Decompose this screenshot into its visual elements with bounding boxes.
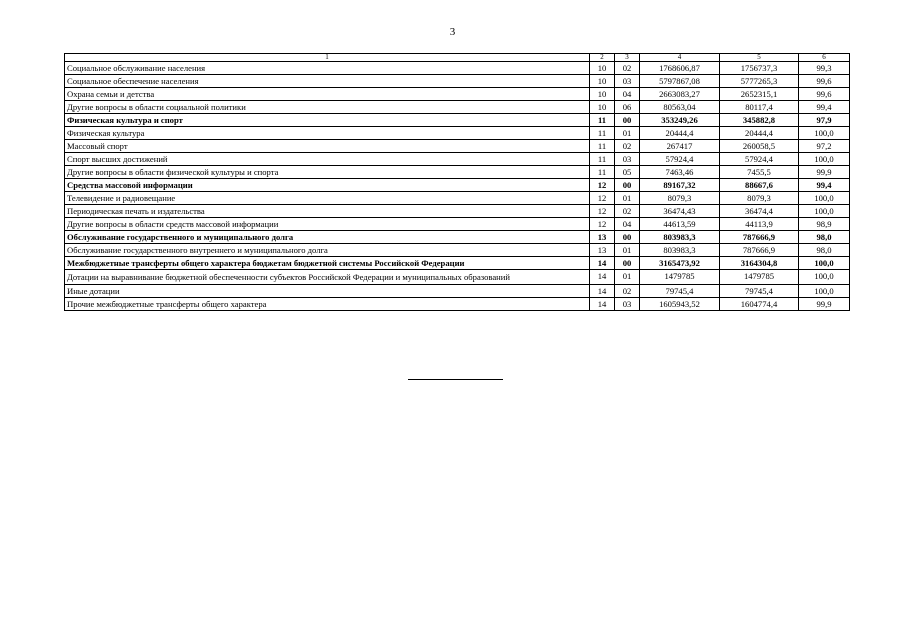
- column-header-2: 2: [590, 54, 615, 62]
- row-execution-percent-cell: 98,9: [799, 218, 850, 231]
- row-subsection-code-cell: 02: [615, 62, 640, 75]
- row-subsection-code-cell: 05: [615, 166, 640, 179]
- row-section-code-cell: 11: [590, 114, 615, 127]
- table-row: [65, 192, 850, 205]
- row-subsection-code-cell: 01: [615, 192, 640, 205]
- table-row: [65, 205, 850, 218]
- row-subsection-code-cell: 04: [615, 218, 640, 231]
- row-actual-amount-cell: 1756737,3: [720, 62, 799, 75]
- row-actual-amount-cell: 88667,6: [720, 179, 799, 192]
- row-planned-amount-cell: 1605943,52: [640, 298, 720, 311]
- row-actual-amount-cell: 8079,3: [720, 192, 799, 205]
- table-row: [65, 153, 850, 166]
- row-planned-amount-cell: 5797867,08: [640, 75, 720, 88]
- row-section-code-cell: 12: [590, 192, 615, 205]
- row-execution-percent-cell: 100,0: [799, 127, 850, 140]
- row-subsection-code-cell: 00: [615, 114, 640, 127]
- row-planned-amount-cell: 1479785: [640, 270, 720, 285]
- row-execution-percent-cell: 99,9: [799, 166, 850, 179]
- row-actual-amount-cell: 2652315,1: [720, 88, 799, 101]
- row-subsection-code-cell: 03: [615, 298, 640, 311]
- row-section-code-cell: 10: [590, 101, 615, 114]
- row-actual-amount-cell: 79745,4: [720, 285, 799, 298]
- row-subsection-code-cell: 02: [615, 205, 640, 218]
- row-planned-amount-cell: 44613,59: [640, 218, 720, 231]
- row-planned-amount-cell: 57924,4: [640, 153, 720, 166]
- row-planned-amount-cell: 267417: [640, 140, 720, 153]
- row-section-code-cell: 14: [590, 298, 615, 311]
- end-of-table-rule: [408, 379, 503, 380]
- table-row: [65, 257, 850, 270]
- row-section-code-cell: 12: [590, 218, 615, 231]
- column-header-5: 5: [720, 54, 799, 62]
- row-actual-amount-cell: 787666,9: [720, 244, 799, 257]
- budget-execution-table: [64, 53, 850, 311]
- row-actual-amount-cell: 3164304,8: [720, 257, 799, 270]
- column-number-header-row: [65, 54, 850, 62]
- table-row: [65, 166, 850, 179]
- row-name-cell: Другие вопросы в области средств массовой информации: [65, 218, 590, 231]
- table-row: [65, 88, 850, 101]
- row-name-cell: Другие вопросы в области социальной политики: [65, 101, 590, 114]
- row-execution-percent-cell: 100,0: [799, 257, 850, 270]
- row-actual-amount-cell: 1479785: [720, 270, 799, 285]
- column-header-6: 6: [799, 54, 850, 62]
- row-planned-amount-cell: 7463,46: [640, 166, 720, 179]
- row-subsection-code-cell: 04: [615, 88, 640, 101]
- row-section-code-cell: 14: [590, 257, 615, 270]
- row-subsection-code-cell: 01: [615, 244, 640, 257]
- row-section-code-cell: 10: [590, 62, 615, 75]
- row-actual-amount-cell: 57924,4: [720, 153, 799, 166]
- row-execution-percent-cell: 100,0: [799, 270, 850, 285]
- row-planned-amount-cell: 89167,32: [640, 179, 720, 192]
- row-planned-amount-cell: 1768606,87: [640, 62, 720, 75]
- row-section-code-cell: 11: [590, 153, 615, 166]
- row-execution-percent-cell: 99,4: [799, 179, 850, 192]
- table-row: [65, 101, 850, 114]
- row-subsection-code-cell: 01: [615, 270, 640, 285]
- row-execution-percent-cell: 99,6: [799, 88, 850, 101]
- row-subsection-code-cell: 06: [615, 101, 640, 114]
- row-name-cell: Средства массовой информации: [65, 179, 590, 192]
- row-planned-amount-cell: 80563,04: [640, 101, 720, 114]
- row-actual-amount-cell: 5777265,3: [720, 75, 799, 88]
- row-actual-amount-cell: 1604774,4: [720, 298, 799, 311]
- table-row: [65, 62, 850, 75]
- row-planned-amount-cell: 353249,26: [640, 114, 720, 127]
- row-actual-amount-cell: 44113,9: [720, 218, 799, 231]
- row-execution-percent-cell: 99,4: [799, 101, 850, 114]
- table-row: [65, 270, 850, 285]
- row-actual-amount-cell: 80117,4: [720, 101, 799, 114]
- row-actual-amount-cell: 787666,9: [720, 231, 799, 244]
- row-planned-amount-cell: 79745,4: [640, 285, 720, 298]
- row-name-cell: Межбюджетные трансферты общего характера бюджетам бюджетной системы Российской Федерации: [65, 257, 590, 270]
- row-execution-percent-cell: 98,0: [799, 231, 850, 244]
- row-name-cell: Дотации на выравнивание бюджетной обеспеченности субъектов Российской Федерации и муниципальных образований: [65, 270, 590, 285]
- table-row: [65, 114, 850, 127]
- row-execution-percent-cell: 100,0: [799, 285, 850, 298]
- row-name-cell: Прочие межбюджетные трансферты общего характера: [65, 298, 590, 311]
- row-subsection-code-cell: 03: [615, 153, 640, 166]
- row-name-cell: Обслуживание государственного и муниципального долга: [65, 231, 590, 244]
- row-planned-amount-cell: 20444,4: [640, 127, 720, 140]
- row-execution-percent-cell: 97,2: [799, 140, 850, 153]
- row-actual-amount-cell: 20444,4: [720, 127, 799, 140]
- row-subsection-code-cell: 01: [615, 127, 640, 140]
- row-subsection-code-cell: 02: [615, 285, 640, 298]
- row-execution-percent-cell: 99,9: [799, 298, 850, 311]
- row-execution-percent-cell: 100,0: [799, 192, 850, 205]
- row-subsection-code-cell: 02: [615, 140, 640, 153]
- row-subsection-code-cell: 00: [615, 231, 640, 244]
- row-execution-percent-cell: 100,0: [799, 205, 850, 218]
- row-execution-percent-cell: 97,9: [799, 114, 850, 127]
- row-section-code-cell: 14: [590, 285, 615, 298]
- row-section-code-cell: 14: [590, 270, 615, 285]
- row-execution-percent-cell: 100,0: [799, 153, 850, 166]
- row-planned-amount-cell: 36474,43: [640, 205, 720, 218]
- row-name-cell: Иные дотации: [65, 285, 590, 298]
- table-row: [65, 231, 850, 244]
- row-section-code-cell: 12: [590, 205, 615, 218]
- row-actual-amount-cell: 36474,4: [720, 205, 799, 218]
- table-row: [65, 244, 850, 257]
- row-section-code-cell: 10: [590, 88, 615, 101]
- row-section-code-cell: 11: [590, 166, 615, 179]
- row-planned-amount-cell: 2663083,27: [640, 88, 720, 101]
- row-planned-amount-cell: 8079,3: [640, 192, 720, 205]
- row-name-cell: Периодическая печать и издательства: [65, 205, 590, 218]
- table-row: [65, 285, 850, 298]
- page-number: 3: [449, 26, 456, 38]
- row-name-cell: Другие вопросы в области физической культуры и спорта: [65, 166, 590, 179]
- row-name-cell: Спорт высших достижений: [65, 153, 590, 166]
- row-name-cell: Физическая культура и спорт: [65, 114, 590, 127]
- table-row: [65, 140, 850, 153]
- row-section-code-cell: 13: [590, 244, 615, 257]
- row-section-code-cell: 11: [590, 140, 615, 153]
- row-actual-amount-cell: 260058,5: [720, 140, 799, 153]
- table-row: [65, 218, 850, 231]
- row-name-cell: Охрана семьи и детства: [65, 88, 590, 101]
- row-subsection-code-cell: 03: [615, 75, 640, 88]
- row-execution-percent-cell: 98,0: [799, 244, 850, 257]
- row-actual-amount-cell: 345882,8: [720, 114, 799, 127]
- column-header-3: 3: [615, 54, 640, 62]
- row-section-code-cell: 11: [590, 127, 615, 140]
- row-section-code-cell: 10: [590, 75, 615, 88]
- table-row: [65, 298, 850, 311]
- row-planned-amount-cell: 803983,3: [640, 231, 720, 244]
- column-header-4: 4: [640, 54, 720, 62]
- row-execution-percent-cell: 99,6: [799, 75, 850, 88]
- row-subsection-code-cell: 00: [615, 179, 640, 192]
- row-name-cell: Массовый спорт: [65, 140, 590, 153]
- table-row: [65, 127, 850, 140]
- row-subsection-code-cell: 00: [615, 257, 640, 270]
- row-actual-amount-cell: 7455,5: [720, 166, 799, 179]
- table-row: [65, 179, 850, 192]
- row-planned-amount-cell: 803983,3: [640, 244, 720, 257]
- row-name-cell: Телевидение и радиовещание: [65, 192, 590, 205]
- table-row: [65, 75, 850, 88]
- row-section-code-cell: 12: [590, 179, 615, 192]
- row-name-cell: Социальное обеспечение населения: [65, 75, 590, 88]
- row-name-cell: Социальное обслуживание населения: [65, 62, 590, 75]
- row-name-cell: Обслуживание государственного внутреннего и муниципального долга: [65, 244, 590, 257]
- row-execution-percent-cell: 99,3: [799, 62, 850, 75]
- column-header-1: 1: [65, 54, 590, 62]
- row-section-code-cell: 13: [590, 231, 615, 244]
- row-planned-amount-cell: 3165473,92: [640, 257, 720, 270]
- row-name-cell: Физическая культура: [65, 127, 590, 140]
